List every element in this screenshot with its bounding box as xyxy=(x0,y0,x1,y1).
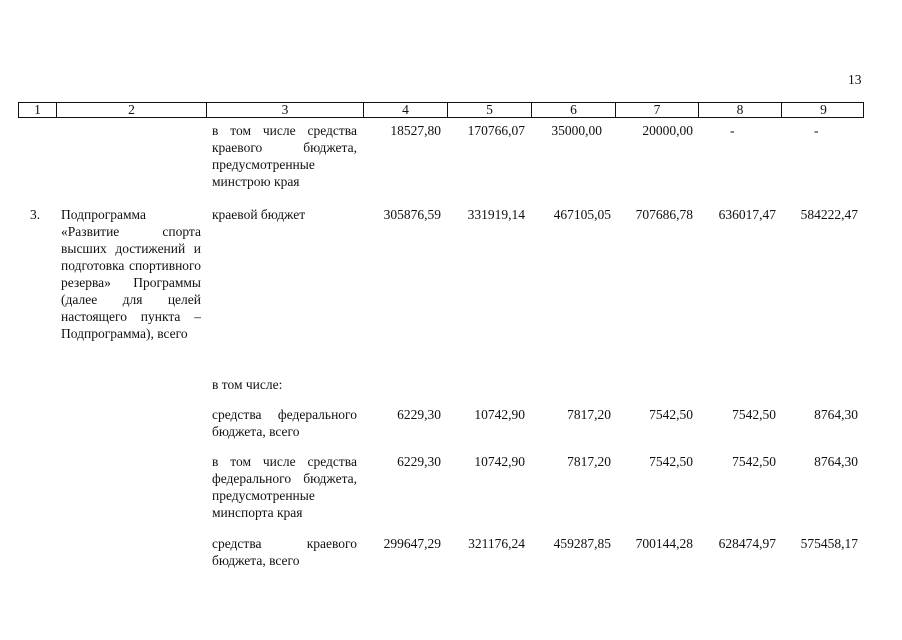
value-cell: 459287,85 xyxy=(553,536,611,551)
value-cell: - xyxy=(814,123,819,138)
value-cell: 8764,30 xyxy=(814,454,858,469)
value-cell: 575458,17 xyxy=(800,536,858,551)
value-cell: 6229,30 xyxy=(397,454,441,469)
value-cell: 35000,00 xyxy=(551,123,602,138)
source-cell: в том числе средства федерального бюджета, предусмотренные минспорта края xyxy=(212,454,357,520)
source-cell: в том числе средства краевого бюджета, предусмотренные минстрою края xyxy=(212,123,357,189)
source-cell: средства федерального бюджета, всего xyxy=(212,407,357,439)
source-cell: краевой бюджет xyxy=(212,207,306,222)
value-cell: 170766,07 xyxy=(467,123,525,138)
value-cell: 7542,50 xyxy=(649,454,693,469)
value-cell: 331919,14 xyxy=(467,207,525,222)
value-cell: 7542,50 xyxy=(732,407,776,422)
value-cell: 7542,50 xyxy=(649,407,693,422)
value-cell: 7542,50 xyxy=(732,454,776,469)
value-cell: 7817,20 xyxy=(567,407,611,422)
header-cell: 8 xyxy=(699,102,782,118)
value-cell: 299647,29 xyxy=(383,536,441,551)
header-cell: 4 xyxy=(364,102,448,118)
source-cell: средства краевого бюджета, всего xyxy=(212,536,357,568)
value-cell: 20000,00 xyxy=(642,123,693,138)
value-cell: 636017,47 xyxy=(718,207,776,222)
row-number-cell: 3. xyxy=(30,207,41,222)
value-cell: 628474,97 xyxy=(718,536,776,551)
header-cell: 9 xyxy=(820,102,827,117)
value-cell: 707686,78 xyxy=(635,207,693,222)
source-cell: в том числе: xyxy=(212,377,283,392)
value-cell: 8764,30 xyxy=(814,407,858,422)
value-cell: 10742,90 xyxy=(474,407,525,422)
value-cell: - xyxy=(730,123,735,138)
header-cell: 6 xyxy=(532,102,616,118)
value-cell: 18527,80 xyxy=(390,123,441,138)
value-cell: 321176,24 xyxy=(468,536,525,551)
value-cell: 467105,05 xyxy=(553,207,611,222)
header-cell: 3 xyxy=(207,102,364,118)
value-cell: 584222,47 xyxy=(800,207,858,222)
page-number: 13 xyxy=(848,72,862,87)
value-cell: 305876,59 xyxy=(383,207,441,222)
table-header-row xyxy=(18,102,864,118)
header-cell: 2 xyxy=(57,102,207,118)
value-cell: 7817,20 xyxy=(567,454,611,469)
header-cell: 7 xyxy=(616,102,699,118)
header-cell: 5 xyxy=(448,102,532,118)
value-cell: 10742,90 xyxy=(474,454,525,469)
header-cell: 1 xyxy=(19,102,57,118)
value-cell: 700144,28 xyxy=(635,536,693,551)
program-name-cell: Подпрограмма «Развитие спорта высших достижений и подготовка спортивного резерва» Программы (далее для целей настоящего пункта – Подпрограмма), всего xyxy=(61,207,201,341)
value-cell: 6229,30 xyxy=(397,407,441,422)
